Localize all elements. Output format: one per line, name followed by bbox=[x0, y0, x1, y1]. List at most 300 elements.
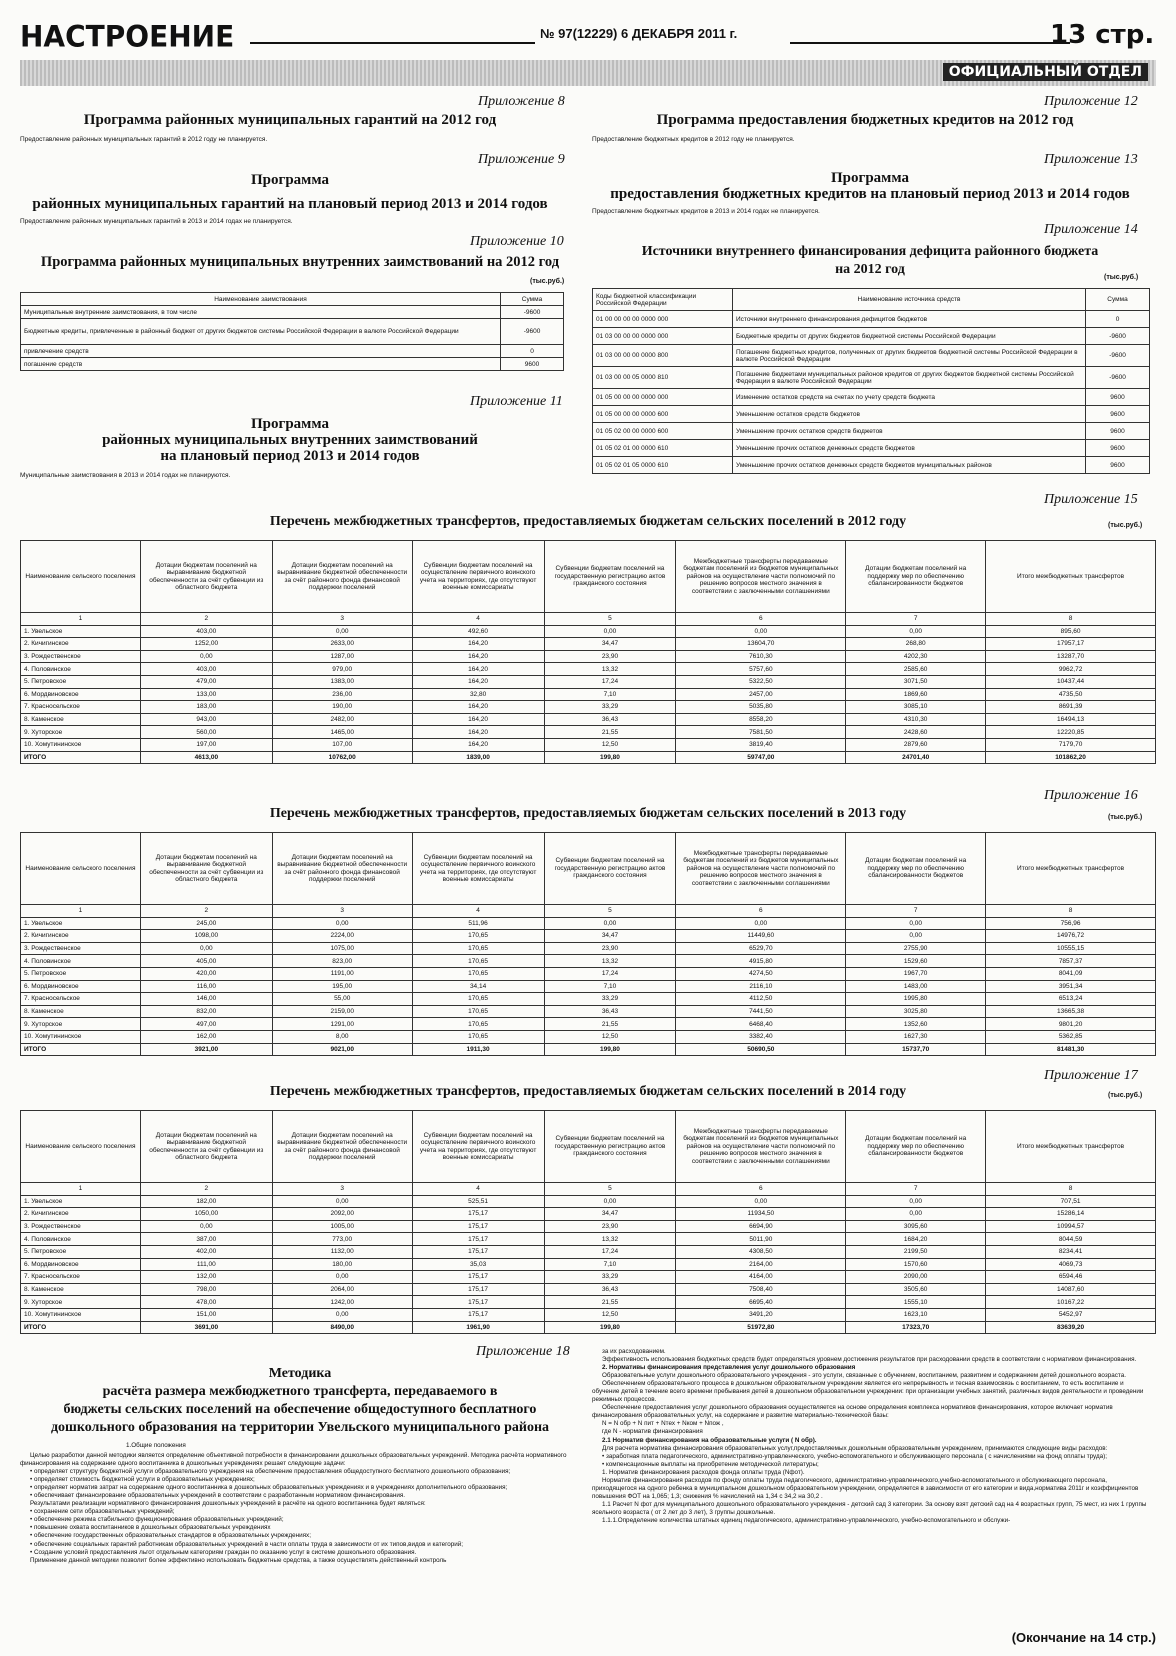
table-cell: 164,20 bbox=[412, 713, 544, 726]
table-cell: 4735,50 bbox=[986, 688, 1156, 701]
table-row bbox=[21, 942, 1156, 955]
table-cell: 4. Половинское bbox=[21, 1233, 141, 1246]
table-cell: 175,17 bbox=[412, 1233, 544, 1246]
column-number: 5 bbox=[544, 1183, 676, 1196]
appendix-8-note: Предоставление районных муниципальных гарантий в 2012 году не планируется. bbox=[20, 136, 268, 143]
table-cell: 0,00 bbox=[140, 1220, 272, 1233]
table-cell: 420,00 bbox=[140, 967, 272, 980]
table-cell: 12,50 bbox=[544, 1030, 676, 1043]
column-number: 7 bbox=[846, 1183, 986, 1196]
appendix-16-table bbox=[20, 832, 1156, 1056]
table-cell: 497,00 bbox=[140, 1018, 272, 1031]
table-cell: 2. Кичигинское bbox=[21, 638, 141, 651]
table-row bbox=[593, 457, 1150, 474]
table-cell: 34,47 bbox=[544, 1208, 676, 1221]
appendix-18-title-line2: расчёта размера межбюджетного трансферта, передаваемого в bbox=[102, 1384, 498, 1399]
paragraph: N = N обр + N пит + Nтех + Nком + Nпож , bbox=[602, 1420, 724, 1428]
table-cell: 164,20 bbox=[412, 638, 544, 651]
table-cell: 10. Хомутининское bbox=[21, 738, 141, 751]
column-number: 6 bbox=[676, 905, 846, 918]
table-cell: 492,60 bbox=[412, 625, 544, 638]
table-cell: 1383,00 bbox=[272, 675, 412, 688]
table-cell: 2090,00 bbox=[846, 1271, 986, 1284]
column-number: 1 bbox=[21, 613, 141, 626]
table-cell: 7610,30 bbox=[676, 650, 846, 663]
table-cell: 2064,00 bbox=[272, 1283, 412, 1296]
table-row bbox=[593, 389, 1150, 406]
table-cell: 146,00 bbox=[140, 993, 272, 1006]
table-cell: 2. Кичигинское bbox=[21, 930, 141, 943]
table-cell: 33,29 bbox=[544, 993, 676, 1006]
table-cell: 3491,20 bbox=[676, 1308, 846, 1321]
table-cell: 5035,80 bbox=[676, 701, 846, 714]
total-row bbox=[21, 751, 1156, 764]
column-number: 3 bbox=[272, 905, 412, 918]
table-cell: 979,00 bbox=[272, 663, 412, 676]
table-cell: 6. Мордвиновское bbox=[21, 688, 141, 701]
appendix-15-title: Перечень межбюджетных трансфертов, предоставляемых бюджетам сельских поселений в 2012 году bbox=[269, 514, 907, 529]
column-number: 2 bbox=[140, 613, 272, 626]
table-cell: 2428,60 bbox=[846, 726, 986, 739]
paragraph: 1.1 Расчет N фот для муниципального дошкольного образовательного учреждения - детский сад 3 категории. За основу взят детский сад на 4 возрастных групп, 75 мест, из них 1 группы ясельного возраста ( от 2 лет до 3 лет), 3 группы дошкольные. bbox=[592, 1500, 1147, 1516]
table-cell: 8. Каменское bbox=[21, 1005, 141, 1018]
column-number: 1 bbox=[21, 1183, 141, 1196]
table-cell: 10555,15 bbox=[986, 942, 1156, 955]
table-cell: 23,90 bbox=[544, 650, 676, 663]
appendix-10-table bbox=[20, 292, 564, 371]
table-cell: 10994,57 bbox=[986, 1220, 1156, 1233]
table-cell: 1191,00 bbox=[272, 967, 412, 980]
table-cell: 7. Красносельское bbox=[21, 993, 141, 1006]
table-cell: 170,65 bbox=[412, 1005, 544, 1018]
table-row bbox=[21, 1005, 1156, 1018]
paragraph: • определяет норматив затрат на содержание одного воспитанника в дошкольных образовательных учреждениях и в учреждениях дополнительного образования; bbox=[30, 1484, 508, 1492]
table-cell: 1291,00 bbox=[272, 1018, 412, 1031]
table-cell: 21,55 bbox=[544, 726, 676, 739]
table-cell: 403,00 bbox=[140, 625, 272, 638]
table-cell: 8234,41 bbox=[986, 1245, 1156, 1258]
table-cell: 1050,00 bbox=[140, 1208, 272, 1221]
table-cell: 1529,60 bbox=[846, 955, 986, 968]
table-cell: 943,00 bbox=[140, 713, 272, 726]
table-cell: 478,00 bbox=[140, 1296, 272, 1309]
table-cell: 5322,50 bbox=[676, 675, 846, 688]
total-cell: 1839,00 bbox=[412, 751, 544, 764]
table-cell: 6529,70 bbox=[676, 942, 846, 955]
table-cell: 1555,10 bbox=[846, 1296, 986, 1309]
table-cell: 12,50 bbox=[544, 738, 676, 751]
column-header: Субвенции бюджетам поселений на осуществление первичного воинского учета на территориях, где отсутствуют военные комиссариаты bbox=[412, 1111, 544, 1183]
column-number: 7 bbox=[846, 905, 986, 918]
section-title: НАСТРОЕНИЕ bbox=[20, 19, 235, 54]
table-cell: 1242,00 bbox=[272, 1296, 412, 1309]
total-cell: 199,80 bbox=[544, 1043, 676, 1056]
table-cell: Муниципальные внутренние заимствования, в том числе bbox=[21, 306, 501, 319]
table-cell: 5362,85 bbox=[986, 1030, 1156, 1043]
column-header: Субвенции бюджетам поселений на государственную регистрацию актов гражданского состояния bbox=[544, 1111, 676, 1183]
appendix-8-label: Приложение 8 bbox=[478, 94, 565, 109]
appendix-12-note: Предоставление бюджетных кредитов в 2012 году не планируется. bbox=[592, 136, 795, 143]
table-cell: 1967,70 bbox=[846, 967, 986, 980]
table-cell: 1684,20 bbox=[846, 1233, 986, 1246]
total-cell: 50690,50 bbox=[676, 1043, 846, 1056]
section-heading: 1.Общие положения bbox=[126, 1442, 186, 1449]
table-row bbox=[21, 1208, 1156, 1221]
table-cell: 183,00 bbox=[140, 701, 272, 714]
table-cell: 405,00 bbox=[140, 955, 272, 968]
table-cell: 197,00 bbox=[140, 738, 272, 751]
table-cell: 21,55 bbox=[544, 1296, 676, 1309]
table-row bbox=[21, 1195, 1156, 1208]
appendix-14-label: Приложение 14 bbox=[1044, 222, 1138, 237]
table-row bbox=[21, 663, 1156, 676]
table-cell: 7. Красносельское bbox=[21, 1271, 141, 1284]
appendix-17-unit: (тыс.руб.) bbox=[1108, 1092, 1143, 1099]
table-cell: 2482,00 bbox=[272, 713, 412, 726]
total-cell: 199,80 bbox=[544, 1321, 676, 1334]
total-row bbox=[21, 1043, 1156, 1056]
table-cell: Уменьшение прочих остатков средств бюджетов bbox=[733, 423, 1086, 440]
table-cell: 0,00 bbox=[272, 625, 412, 638]
table-cell: 4308,50 bbox=[676, 1245, 846, 1258]
table-cell: 8. Каменское bbox=[21, 713, 141, 726]
appendix-10-title: Программа районных муниципальных внутренних заимствований на 2012 год bbox=[40, 254, 560, 270]
table-cell: 175,17 bbox=[412, 1296, 544, 1309]
table-cell: 14976,72 bbox=[986, 930, 1156, 943]
table-cell: 1465,00 bbox=[272, 726, 412, 739]
table-row bbox=[21, 306, 564, 319]
issue-info: № 97(12229) 6 ДЕКАБРЯ 2011 г. bbox=[540, 26, 738, 41]
table-cell: 190,00 bbox=[272, 701, 412, 714]
table-cell: 17,24 bbox=[544, 967, 676, 980]
table-cell: 7441,50 bbox=[676, 1005, 846, 1018]
table-cell: 01 05 02 01 05 0000 610 bbox=[593, 457, 733, 474]
appendix-16-unit: (тыс.руб.) bbox=[1108, 814, 1143, 821]
paragraph: Для расчета норматива финансирования образовательных услуг,предоставляемых дошкольным образовательным учреждением, принимаются следующие виды расходов: bbox=[602, 1444, 1108, 1452]
table-cell: 0,00 bbox=[846, 1195, 986, 1208]
column-header: Дотации бюджетам поселений на поддержку мер по обеспечению сбалансированности бюджетов bbox=[846, 541, 986, 613]
appendix-9-label: Приложение 9 bbox=[478, 152, 565, 167]
paragraph: • обеспечивает финансирование образовательных учреждений в соответствии с разработанным нормативом финансирования. bbox=[30, 1492, 406, 1500]
column-header: Дотации бюджетам поселений на выравнивание бюджетной обеспеченности за счёт районного фонда финансовой поддержки поселений bbox=[272, 833, 412, 905]
table-row bbox=[21, 650, 1156, 663]
column-header: Сумма bbox=[501, 293, 564, 306]
table-row bbox=[21, 1245, 1156, 1258]
table-cell: Уменьшение прочих остатков денежных средств бюджетов bbox=[733, 440, 1086, 457]
column-header: Итого межбюджетных трансфертов bbox=[986, 833, 1156, 905]
table-cell: 13665,38 bbox=[986, 1005, 1156, 1018]
appendix-11-title-line2: районных муниципальных внутренних заимствований bbox=[102, 432, 478, 448]
appendix-8-title: Программа районных муниципальных гарантий на 2012 год bbox=[83, 112, 497, 128]
table-cell: 3382,40 bbox=[676, 1030, 846, 1043]
appendix-15-unit: (тыс.руб.) bbox=[1108, 522, 1143, 529]
column-number: 6 bbox=[676, 1183, 846, 1196]
column-number: 8 bbox=[986, 613, 1156, 626]
total-cell: 199,80 bbox=[544, 751, 676, 764]
table-cell: 170,65 bbox=[412, 955, 544, 968]
paragraph: • заработная плата педагогического, административно-управленческого, учебно-вспомогательного и обслуживающего персонала ( с начислениями на фонд оплаты труда); bbox=[602, 1452, 1107, 1460]
appendix-11-label: Приложение 11 bbox=[470, 394, 563, 409]
table-cell: 55,00 bbox=[272, 993, 412, 1006]
table-cell: 2116,10 bbox=[676, 980, 846, 993]
table-cell: 182,00 bbox=[140, 1195, 272, 1208]
table-cell: 0,00 bbox=[676, 917, 846, 930]
table-cell: 151,00 bbox=[140, 1308, 272, 1321]
table-cell: 164,20 bbox=[412, 663, 544, 676]
table-row bbox=[21, 1308, 1156, 1321]
table-cell: 1. Увельское bbox=[21, 625, 141, 638]
masthead bbox=[20, 20, 1155, 54]
table-cell: 13,32 bbox=[544, 955, 676, 968]
table-cell: 180,00 bbox=[272, 1258, 412, 1271]
appendix-18-title-line1: Методика bbox=[268, 1366, 332, 1381]
appendix-12-label: Приложение 12 bbox=[1044, 94, 1138, 109]
total-cell: 83639,20 bbox=[986, 1321, 1156, 1334]
table-cell: 7. Красносельское bbox=[21, 701, 141, 714]
table-cell: 34,47 bbox=[544, 930, 676, 943]
table-header-row bbox=[21, 541, 1156, 613]
total-row bbox=[21, 1321, 1156, 1334]
total-cell: 3691,00 bbox=[140, 1321, 272, 1334]
paragraph: • определяет структуру бюджетной услуги образовательного учреждения на обеспечение предоставления общедоступного бесплатного дошкольного образования; bbox=[30, 1468, 511, 1476]
table-cell: 9600 bbox=[1086, 457, 1150, 474]
table-cell: 4069,73 bbox=[986, 1258, 1156, 1271]
appendix-17-label: Приложение 17 bbox=[1044, 1068, 1138, 1083]
table-row bbox=[593, 423, 1150, 440]
table-cell: 9. Хуторское bbox=[21, 726, 141, 739]
column-header: Дотации бюджетам поселений на выравнивание бюджетной обеспеченности за счёт субвенции из областного бюджета bbox=[140, 833, 272, 905]
table-row bbox=[21, 967, 1156, 980]
table-cell: 36,43 bbox=[544, 713, 676, 726]
table-cell: 5. Петровское bbox=[21, 1245, 141, 1258]
table-cell: 9600 bbox=[1086, 423, 1150, 440]
table-cell: 0,00 bbox=[846, 1208, 986, 1221]
table-cell: 2755,90 bbox=[846, 942, 986, 955]
column-number: 2 bbox=[140, 1183, 272, 1196]
table-cell: 170,65 bbox=[412, 967, 544, 980]
table-cell: 3095,60 bbox=[846, 1220, 986, 1233]
table-row bbox=[21, 726, 1156, 739]
table-header-row bbox=[21, 1111, 1156, 1183]
table-cell: 1995,80 bbox=[846, 993, 986, 1006]
table-cell: 175,17 bbox=[412, 1245, 544, 1258]
table-row bbox=[21, 713, 1156, 726]
table-cell: 175,17 bbox=[412, 1220, 544, 1233]
table-row bbox=[21, 955, 1156, 968]
table-row bbox=[21, 688, 1156, 701]
appendix-13-title-line1: Программа bbox=[831, 170, 909, 186]
total-cell: ИТОГО bbox=[21, 1043, 141, 1056]
total-cell: 101862,20 bbox=[986, 751, 1156, 764]
table-cell: 10. Хомутининское bbox=[21, 1308, 141, 1321]
table-cell: 3025,80 bbox=[846, 1005, 986, 1018]
table-cell: 116,00 bbox=[140, 980, 272, 993]
table-cell: 525,51 bbox=[412, 1195, 544, 1208]
paragraph: • обеспечение режима стабильного функционирования образовательных учреждений; bbox=[30, 1516, 284, 1524]
table-cell: 3505,60 bbox=[846, 1283, 986, 1296]
table-cell: 23,90 bbox=[544, 942, 676, 955]
table-row bbox=[21, 625, 1156, 638]
page-number: 13 стр. bbox=[1050, 20, 1155, 50]
table-cell: 1. Увельское bbox=[21, 1195, 141, 1208]
table-cell: 895,60 bbox=[986, 625, 1156, 638]
methodology-right-column bbox=[592, 1348, 1152, 1525]
table-cell: 132,00 bbox=[140, 1271, 272, 1284]
table-cell: 402,00 bbox=[140, 1245, 272, 1258]
column-header: Наименование сельского поселения bbox=[21, 833, 141, 905]
appendix-11-note: Муниципальные заимствования в 2013 и 2014 годах не планируются. bbox=[20, 472, 231, 479]
column-number: 4 bbox=[412, 613, 544, 626]
table-cell: 12,50 bbox=[544, 1308, 676, 1321]
paragraph: • Создание условий предоставления льгот отдельным категориям граждан по оказанию услуг в системе дошкольного образования. bbox=[30, 1548, 417, 1556]
table-cell: 170,65 bbox=[412, 930, 544, 943]
table-row bbox=[593, 345, 1150, 367]
table-cell: -9600 bbox=[501, 319, 564, 345]
table-cell: 2224,00 bbox=[272, 930, 412, 943]
paragraph: 1.1.1.Определение количества штатных единиц педагогического, административно-управленческого, учебно-вспомогательного и обслужи- bbox=[602, 1516, 1011, 1524]
appendix-15-label: Приложение 15 bbox=[1044, 492, 1138, 507]
table-cell: 1252,00 bbox=[140, 638, 272, 651]
table-cell: 1627,30 bbox=[846, 1030, 986, 1043]
table-cell: 0 bbox=[1086, 311, 1150, 328]
table-row bbox=[593, 311, 1150, 328]
total-cell: 51972,80 bbox=[676, 1321, 846, 1334]
column-header: Дотации бюджетам поселений на выравнивание бюджетной обеспеченности за счёт районного фонда финансовой поддержки поселений bbox=[272, 1111, 412, 1183]
table-cell: 33,29 bbox=[544, 701, 676, 714]
table-cell: 23,90 bbox=[544, 1220, 676, 1233]
table-cell: 2457,00 bbox=[676, 688, 846, 701]
table-row bbox=[21, 930, 1156, 943]
column-number: 5 bbox=[544, 905, 676, 918]
column-header: Итого межбюджетных трансфертов bbox=[986, 541, 1156, 613]
paragraph: Результатами реализации нормативного финансирования дошкольных учреждений в расчёте на одного воспитанника будет являться: bbox=[30, 1500, 426, 1508]
table-cell: 3085,10 bbox=[846, 701, 986, 714]
table-cell: 8. Каменское bbox=[21, 1283, 141, 1296]
column-header: Наименование сельского поселения bbox=[21, 1111, 141, 1183]
appendix-17-title: Перечень межбюджетных трансфертов, предоставляемых бюджетам сельских поселений в 2014 году bbox=[269, 1084, 907, 1099]
column-number-row bbox=[21, 613, 1156, 626]
table-cell: 7,10 bbox=[544, 1258, 676, 1271]
table-cell: 0,00 bbox=[544, 625, 676, 638]
table-cell: 5011,90 bbox=[676, 1233, 846, 1246]
table-cell: Уменьшение остатков средств бюджетов bbox=[733, 406, 1086, 423]
column-number: 8 bbox=[986, 1183, 1156, 1196]
column-header: Наименование заимствования bbox=[21, 293, 501, 306]
paragraph: Образовательные услуги дошкольного образовательного учреждения - это услуги, связанные с обучением, воспитанием, развитием и содержанием детей дошкольного возраста. bbox=[602, 1372, 1126, 1380]
table-cell: 11934,50 bbox=[676, 1208, 846, 1221]
appendix-12-title: Программа предоставления бюджетных кредитов на 2012 год bbox=[656, 112, 1074, 128]
table-cell: 5. Петровское bbox=[21, 967, 141, 980]
table-cell: 6513,24 bbox=[986, 993, 1156, 1006]
table-cell: 195,00 bbox=[272, 980, 412, 993]
column-header: Межбюджетные трансферты передаваемые бюджетам поселений из бюджетов муниципальных районов на осуществление части полномочий по решению вопросов местного значения в соответствии с заключенными соглашениями bbox=[676, 541, 846, 613]
column-header: Дотации бюджетам поселений на выравнивание бюджетной обеспеченности за счёт субвенции из областного бюджета bbox=[140, 1111, 272, 1183]
table-cell: 175,17 bbox=[412, 1283, 544, 1296]
table-cell: 6. Мордвиновское bbox=[21, 980, 141, 993]
appendix-13-note: Предоставление бюджетных кредитов в 2013 и 2014 годах не планируется. bbox=[592, 208, 820, 215]
total-cell: 81481,30 bbox=[986, 1043, 1156, 1056]
table-cell: 0,00 bbox=[846, 930, 986, 943]
table-cell: 0,00 bbox=[272, 1308, 412, 1321]
table-cell: 511,96 bbox=[412, 917, 544, 930]
table-row bbox=[593, 367, 1150, 389]
table-cell: 1. Увельское bbox=[21, 917, 141, 930]
appendix-18-label: Приложение 18 bbox=[476, 1344, 570, 1359]
table-header-row bbox=[21, 833, 1156, 905]
table-cell: 9801,20 bbox=[986, 1018, 1156, 1031]
table-cell: 2633,00 bbox=[272, 638, 412, 651]
table-cell: 4274,50 bbox=[676, 967, 846, 980]
paragraph: 1. Норматив финансирования расходов фонда оплаты труда (Nфот). bbox=[602, 1468, 805, 1476]
table-cell: 1287,00 bbox=[272, 650, 412, 663]
table-cell: 8041,09 bbox=[986, 967, 1156, 980]
table-cell: 6695,40 bbox=[676, 1296, 846, 1309]
table-cell: 4. Половинское bbox=[21, 663, 141, 676]
column-header: Субвенции бюджетам поселений на осуществление первичного воинского учета на территориях, где отсутствуют военные комиссариаты bbox=[412, 833, 544, 905]
paragraph: за их расходованием. bbox=[602, 1348, 666, 1355]
table-cell: 10167,22 bbox=[986, 1296, 1156, 1309]
appendix-14-title-line2: на 2012 год bbox=[835, 262, 905, 277]
appendix-14-title-line1: Источники внутреннего финансирования дефицита районного бюджета bbox=[641, 244, 1099, 259]
column-number: 4 bbox=[412, 905, 544, 918]
masthead-rule-left bbox=[250, 42, 535, 44]
table-cell: 0,00 bbox=[544, 1195, 676, 1208]
table-row bbox=[21, 638, 1156, 651]
column-header: Коды бюджетной классификации Российской Федерации bbox=[593, 289, 733, 311]
table-cell: 164,20 bbox=[412, 726, 544, 739]
table-cell: 4164,00 bbox=[676, 1271, 846, 1284]
table-cell: 1098,00 bbox=[140, 930, 272, 943]
table-cell: -9600 bbox=[1086, 345, 1150, 367]
table-cell: 133,00 bbox=[140, 688, 272, 701]
table-row bbox=[593, 440, 1150, 457]
table-cell: 3. Рождественское bbox=[21, 1220, 141, 1233]
column-header: Дотации бюджетам поселений на выравнивание бюджетной обеспеченности за счёт районного фонда финансовой поддержки поселений bbox=[272, 541, 412, 613]
table-row bbox=[21, 1030, 1156, 1043]
table-cell: 3. Рождественское bbox=[21, 942, 141, 955]
appendix-11-title-line1: Программа bbox=[251, 416, 329, 432]
total-cell: 9021,00 bbox=[272, 1043, 412, 1056]
paragraph: • обеспечение социальных гарантий работникам образовательных учреждений в части оплаты труда в зависимости от их типов,видов и категорий; bbox=[30, 1540, 464, 1548]
total-cell: ИТОГО bbox=[21, 1321, 141, 1334]
table-cell: 0,00 bbox=[272, 917, 412, 930]
table-cell: 245,00 bbox=[140, 917, 272, 930]
table-cell: 2585,60 bbox=[846, 663, 986, 676]
column-header: Межбюджетные трансферты передаваемые бюджетам поселений из бюджетов муниципальных районов на осуществление части полномочий по решению вопросов местного значения в соответствии с заключенными соглашениями bbox=[676, 833, 846, 905]
table-cell: 170,65 bbox=[412, 1018, 544, 1031]
paragraph: • повышение охвата воспитанников в дошкольных образовательных учреждениях bbox=[30, 1524, 271, 1532]
table-cell: 387,00 bbox=[140, 1233, 272, 1246]
table-row bbox=[21, 1018, 1156, 1031]
table-cell: 32,80 bbox=[412, 688, 544, 701]
table-cell: 560,00 bbox=[140, 726, 272, 739]
table-cell: 15286,14 bbox=[986, 1208, 1156, 1221]
table-cell: 1005,00 bbox=[272, 1220, 412, 1233]
table-cell: 17957,17 bbox=[986, 638, 1156, 651]
table-cell: 170,65 bbox=[412, 993, 544, 1006]
table-cell: -9600 bbox=[1086, 367, 1150, 389]
table-cell: 01 05 00 00 00 0000 600 bbox=[593, 406, 733, 423]
table-cell: 36,43 bbox=[544, 1005, 676, 1018]
table-cell: 170,65 bbox=[412, 942, 544, 955]
column-header: Субвенции бюджетам поселений на государственную регистрацию актов гражданского состояния bbox=[544, 833, 676, 905]
total-cell: 4613,00 bbox=[140, 751, 272, 764]
table-cell: -9600 bbox=[1086, 328, 1150, 345]
table-cell: Погашение бюджетных кредитов, полученных от других бюджетов бюджетной системы Российской Федерации в валюте Российской Федерации bbox=[733, 345, 1086, 367]
table-row bbox=[21, 1271, 1156, 1284]
table-cell: 9. Хуторское bbox=[21, 1018, 141, 1031]
table-cell: 2092,00 bbox=[272, 1208, 412, 1221]
